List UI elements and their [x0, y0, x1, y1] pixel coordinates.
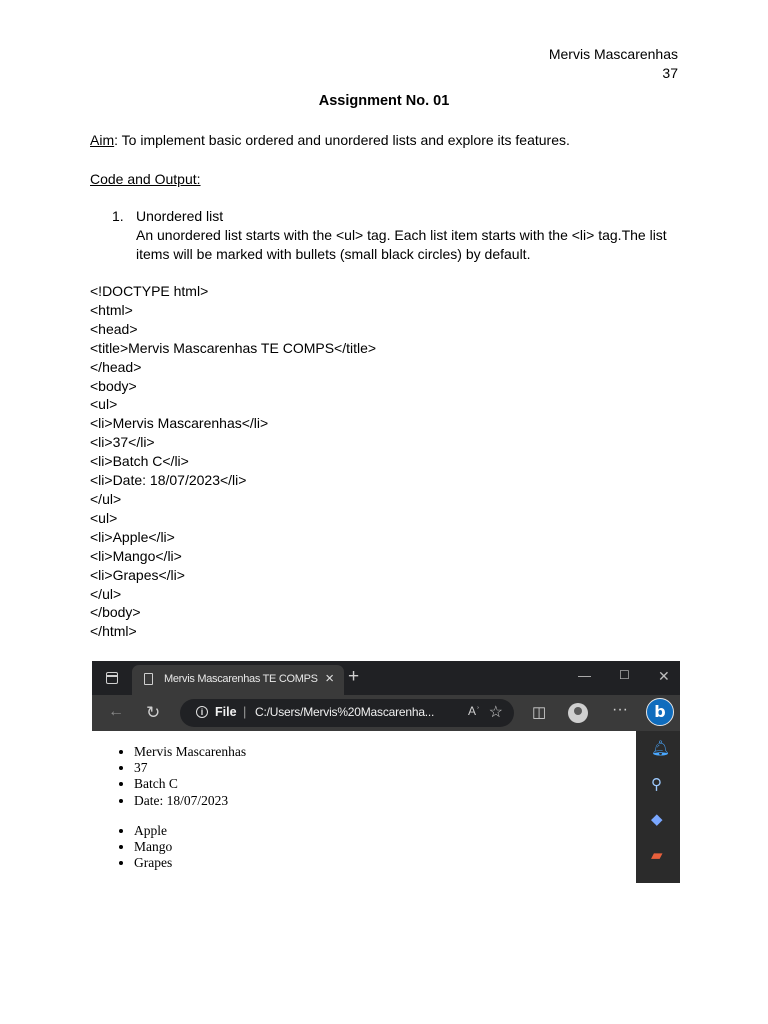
- item-title: Unordered list: [136, 208, 224, 224]
- refresh-icon[interactable]: ↻: [146, 703, 161, 722]
- list-item: • Batch C: [134, 776, 246, 792]
- search-icon[interactable]: ⚲: [651, 776, 662, 793]
- address-separator: |: [243, 704, 247, 719]
- section-heading: Code and Output:: [90, 171, 201, 187]
- browser-tab[interactable]: [132, 665, 344, 695]
- aim-label: Aim: [90, 132, 115, 148]
- info-icon: i: [196, 706, 208, 718]
- code-line: </head>: [90, 358, 142, 375]
- code-line: <li>Mango</li>: [90, 547, 182, 564]
- code-line: <!DOCTYPE html>: [90, 283, 209, 299]
- address-file-label: File: [215, 705, 237, 719]
- browser-screenshot: [92, 661, 680, 883]
- minimize-icon[interactable]: —: [578, 668, 591, 683]
- tools-icon[interactable]: ▰: [651, 847, 663, 864]
- tab-close-icon[interactable]: ×: [325, 670, 334, 687]
- list-item: • Date: 18/07/2023: [134, 793, 246, 809]
- close-window-icon[interactable]: ✕: [658, 668, 670, 684]
- code-line: <li>Grapes</li>: [90, 566, 185, 583]
- address-bar[interactable]: [180, 699, 514, 727]
- list-item: • Grapes: [134, 855, 172, 871]
- code-line: </html>: [90, 623, 137, 640]
- more-menu-icon[interactable]: ···: [612, 701, 628, 718]
- browser-sidebar: [636, 731, 680, 883]
- list-item: • Apple: [134, 823, 172, 839]
- code-line: <body>: [90, 377, 137, 394]
- code-line: <head>: [90, 320, 138, 337]
- item-number: 1.: [112, 208, 124, 224]
- code-line: <ul>: [90, 509, 118, 526]
- list-item: • Mervis Mascarenhas: [134, 744, 246, 760]
- list-item-unordered: [112, 207, 672, 264]
- bing-copilot-icon[interactable]: b: [646, 698, 674, 726]
- author-block: [549, 45, 678, 83]
- page-icon: [144, 673, 153, 685]
- code-line: <html>: [90, 301, 133, 318]
- shopping-tag-icon[interactable]: ◆: [651, 811, 663, 828]
- address-url: C:/Users/Mervis%20Mascarenha...: [255, 705, 435, 719]
- favorite-star-icon[interactable]: ☆: [488, 704, 503, 721]
- rendered-list-2: [92, 823, 172, 872]
- code-line: <title>Mervis Mascarenhas TE COMPS</title>: [90, 339, 377, 356]
- aim-paragraph: [90, 131, 570, 150]
- code-line: </body>: [90, 604, 141, 621]
- maximize-icon[interactable]: ☐: [619, 668, 630, 682]
- tab-title: Mervis Mascarenhas TE COMPS: [164, 673, 318, 685]
- code-line: <li>Mervis Mascarenhas</li>: [90, 415, 269, 432]
- code-line: </ul>: [90, 585, 122, 602]
- workspaces-icon[interactable]: [106, 672, 118, 684]
- code-line: <li>Batch C</li>: [90, 453, 189, 470]
- new-tab-icon[interactable]: +: [348, 666, 360, 687]
- notification-bell-icon[interactable]: 🔔︎: [651, 740, 671, 757]
- browser-tab-bar: [92, 661, 680, 695]
- rendered-list-1: [92, 744, 246, 809]
- list-item: • Mango: [134, 839, 172, 855]
- code-block: [90, 282, 376, 641]
- item-description: An unordered list starts with the <ul> tag. Each list item starts with the <li> tag.The list items will be marked with bullets (small black circles) by default.: [136, 227, 667, 262]
- read-aloud-icon[interactable]: Aʾ: [468, 704, 480, 718]
- code-line: <li>Apple</li>: [90, 528, 175, 545]
- back-icon[interactable]: ←: [108, 703, 124, 720]
- code-line: <li>37</li>: [90, 434, 155, 451]
- split-screen-icon[interactable]: ◫: [532, 704, 547, 721]
- page-content: [92, 731, 636, 883]
- profile-avatar[interactable]: [568, 703, 588, 723]
- document-title: Assignment No. 01: [318, 93, 450, 109]
- author-name: Mervis Mascarenhas: [548, 46, 678, 62]
- code-line: <li>Date: 18/07/2023</li>: [90, 472, 247, 489]
- aim-text: : To implement basic ordered and unordered lists and explore its features.: [114, 132, 570, 148]
- list-item: • 37: [134, 760, 246, 776]
- code-line: </ul>: [90, 490, 122, 507]
- browser-toolbar: [92, 695, 680, 731]
- code-line: <ul>: [90, 396, 118, 413]
- roll-number: 37: [662, 65, 678, 81]
